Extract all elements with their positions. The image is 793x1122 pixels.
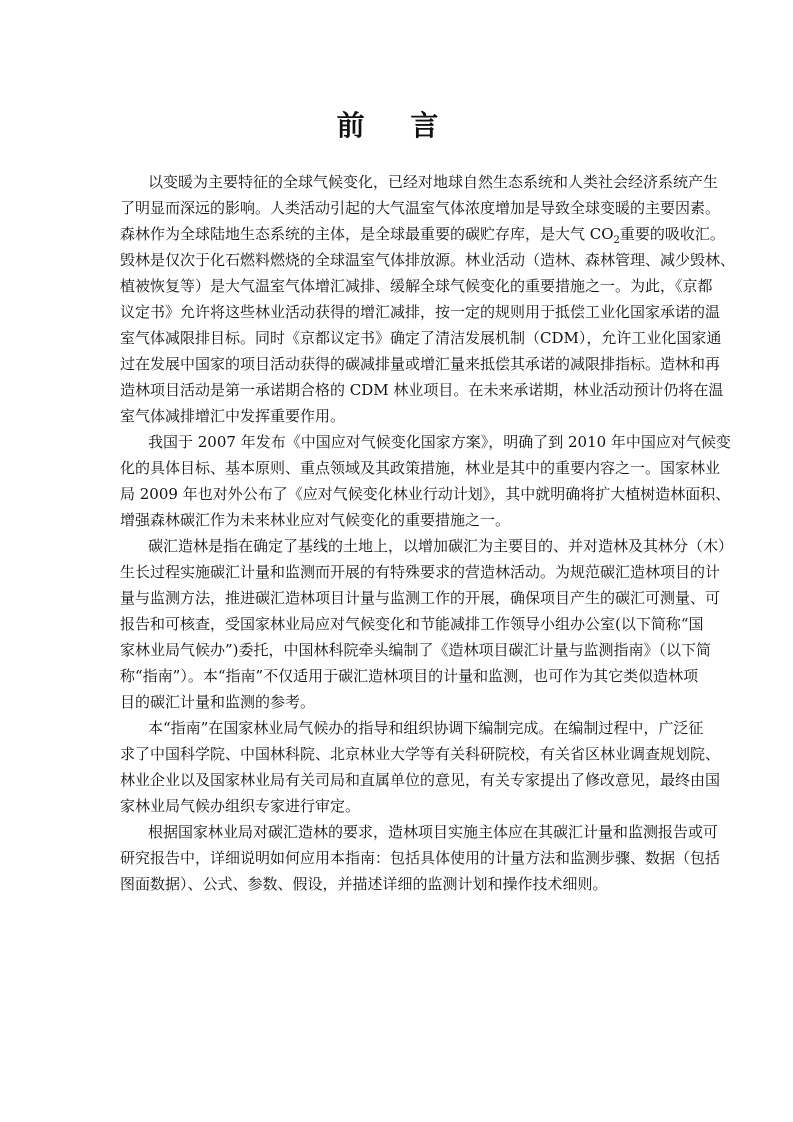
- text-line: 以变暖为主要特征的全球气候变化，已经对地球自然生态系统和人类社会经济系统产生: [148, 173, 719, 191]
- text-line: 增强森林碳汇作为未来林业应对气候变化的重要措施之一。: [120, 511, 511, 529]
- text-line: 量与监测方法，推进碳汇造林项目计量与监测工作的开展，确保项目产生的碳汇可测量、可: [120, 589, 721, 607]
- text-line: 议定书》允许将这些林业活动获得的增汇减排，按一定的规则用于抵偿工业化国家承诺的温: [120, 303, 721, 321]
- text-line: 生长过程实施碳汇计量和监测而开展的有特殊要求的营造林活动。为规范碳汇造林项目的计: [120, 563, 721, 581]
- text-line: 称“指南”）。本“指南”不仅适用于碳汇造林项目的计量和监测，也可作为其它类似造林项: [120, 667, 699, 685]
- text-line-co2: [120, 221, 725, 247]
- text-line: 图面数据）、公式、参数、假设，并描述详细的监测计划和操作技术细则。: [120, 875, 608, 893]
- text-line: 求了中国科学院、中国林科院、北京林业大学等有关科研院校，有关省区林业调查规划院、: [120, 745, 721, 763]
- text-line: 目的碳汇计量和监测的参考。: [120, 693, 316, 711]
- text-line: 家林业局气候办”)委托，中国林科院牵头编制了《造林项目碳汇计量与监测指南》（以下简: [120, 641, 712, 659]
- text-line: 本“指南”在国家林业局气候办的指导和组织协调下编制完成。在编制过程中，广泛征: [148, 719, 704, 737]
- text-line: 造林项目活动是第一承诺期合格的 CDM 林业项目。在未来承诺期，林业活动预计仍将在温: [120, 381, 724, 399]
- text-line: 局 2009 年也对外公布了《应对气候变化林业行动计划》，其中就明确将扩大植树造林面积、: [120, 485, 731, 503]
- text-line: 林业企业以及国家林业局有关司局和直属单位的意见，有关专家提出了修改意见，最终由国: [120, 771, 721, 789]
- text-line: 化的具体目标、基本原则、重点领域及其政策措施，林业是其中的重要内容之一。国家林业: [120, 459, 721, 477]
- text-line: 我国于 2007 年发布《中国应对气候变化国家方案》，明确了到 2010 年中国应对气候变: [148, 433, 731, 451]
- text-line: 根据国家林业局对碳汇造林的要求，造林项目实施主体应在其碳汇计量和监测报告或可: [148, 823, 719, 841]
- text-line: 家林业局气候办组织专家进行审定。: [120, 797, 361, 815]
- text-segment: 重要的吸收汇。: [619, 225, 725, 243]
- text-line: 室气体减排增汇中发挥重要作用。: [120, 407, 346, 425]
- text-line: 了明显而深远的影响。人类活动引起的大气温室气体浓度增加是导致全球变暖的主要因素。: [120, 199, 721, 217]
- text-line: 植被恢复等）是大气温室气体增汇减排、缓解全球气候变化的重要措施之一。为此，《京都: [120, 277, 713, 295]
- page-title: 前 言: [336, 109, 457, 142]
- paragraph-2: [120, 429, 731, 533]
- preface-body: [120, 169, 736, 897]
- paragraph-3: [120, 533, 734, 715]
- co2-subscript: 2: [613, 235, 620, 246]
- text-line: 毁林是仅次于化石燃料燃烧的全球温室气体排放源。林业活动（造林、森林管理、减少毁林、: [120, 251, 736, 269]
- text-segment: 森林作为全球陆地生态系统的主体，是全球最重要的碳贮存库，是大气 CO: [120, 225, 614, 243]
- paragraph-1: [120, 169, 736, 429]
- paragraph-5: [120, 819, 721, 897]
- text-line: 研究报告中，详细说明如何应用本指南：包括具体使用的计量方法和监测步骤、数据（包括: [120, 849, 721, 867]
- paragraph-4: [120, 715, 721, 819]
- text-line: 碳汇造林是指在确定了基线的土地上，以增加碳汇为主要目的、并对造林及其林分（木）: [148, 537, 734, 555]
- text-line: 报告和可核查，受国家林业局应对气候变化和节能减排工作领导小组办公室(以下简称“国: [120, 615, 704, 633]
- text-line: 室气体减限排目标。同时《京都议定书》确定了清洁发展机制（CDM），允许工业化国家通: [120, 329, 722, 347]
- text-line: 过在发展中国家的项目活动获得的碳减排量或增汇量来抵偿其承诺的减限排指标。造林和再: [120, 355, 721, 373]
